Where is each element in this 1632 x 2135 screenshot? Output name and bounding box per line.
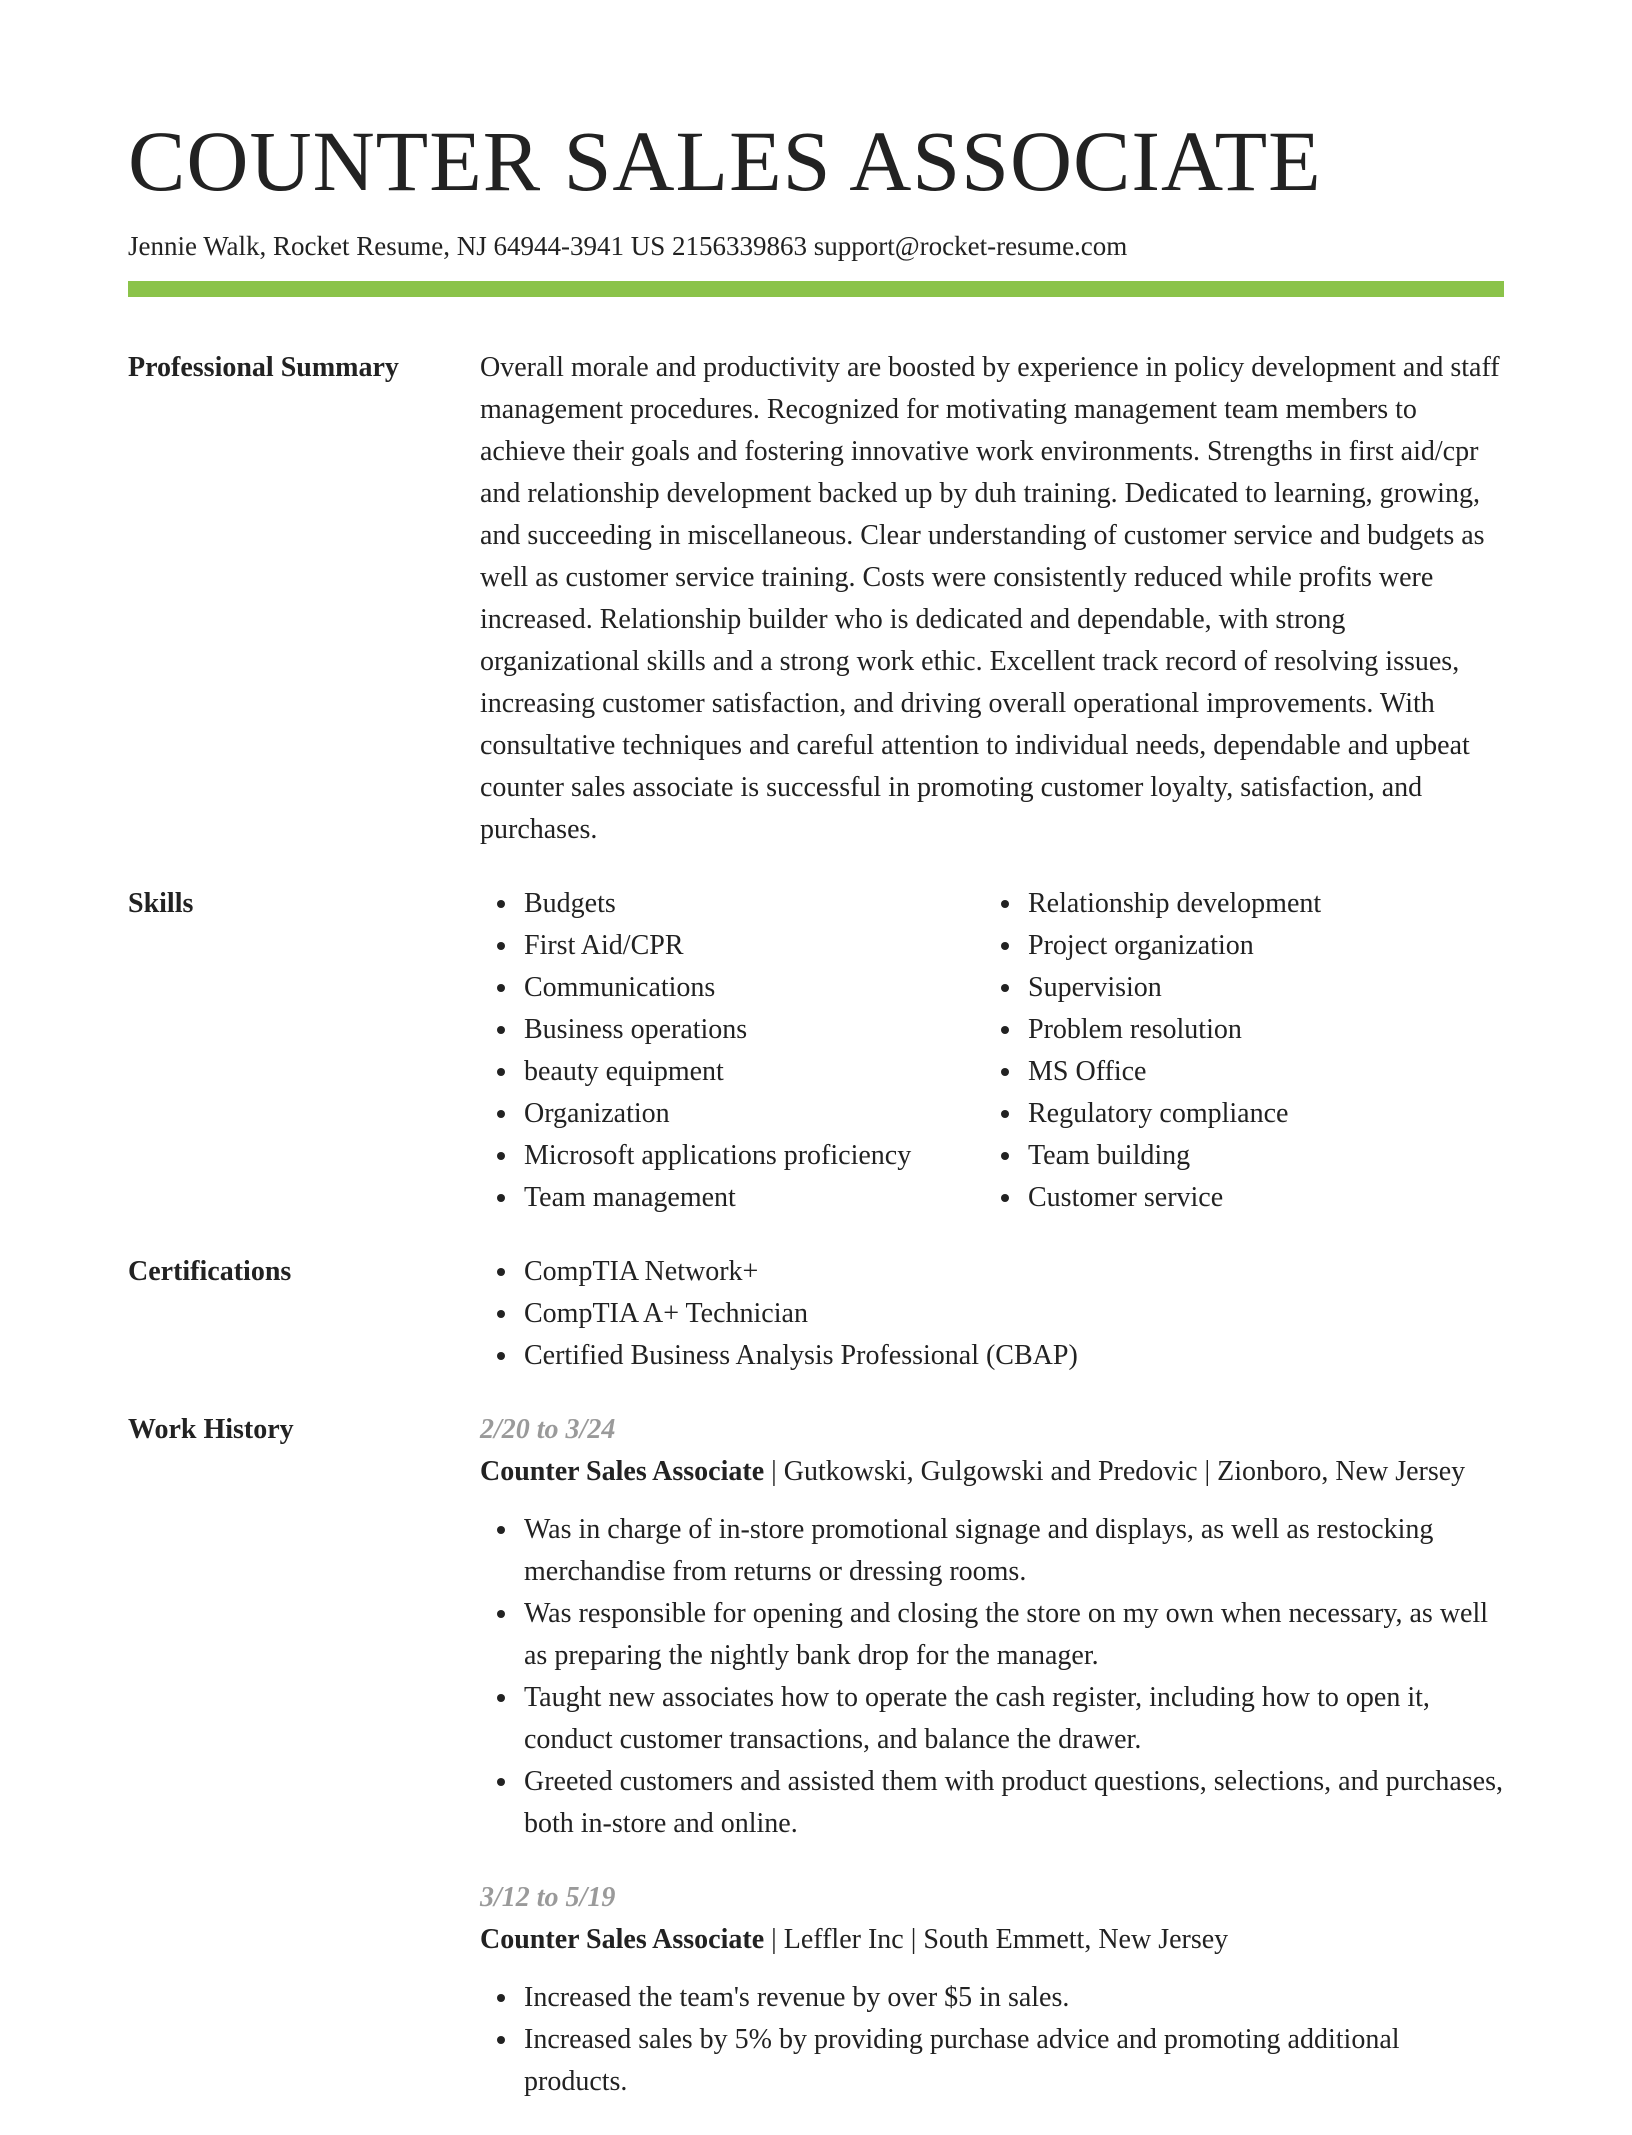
job-employer-location: | Gutkowski, Gulgowski and Predovic | Zionboro, New Jersey — [764, 1456, 1466, 1488]
skills-columns — [480, 883, 1504, 1219]
certifications-body — [480, 1251, 1504, 1377]
skill-item: Budgets — [480, 883, 984, 925]
job-role: Counter Sales Associate — [480, 1924, 765, 1956]
job-bullet: Taught new associates how to operate the cash register, including how to open it, conduct customer transactions, and balance the drawer. — [480, 1677, 1504, 1761]
skill-item: Problem resolution — [984, 1009, 1504, 1051]
skills-heading: Skills — [128, 888, 194, 920]
certifications-list — [480, 1251, 1504, 1377]
job-bullets — [480, 1977, 1504, 2103]
contact-line: Jennie Walk, Rocket Resume, NJ 64944-3941 US 2156339863 support@rocket-resume.com — [128, 231, 1128, 261]
skill-item: beauty equipment — [480, 1051, 984, 1093]
skill-item: Organization — [480, 1093, 984, 1135]
job-employer-location: | Leffler Inc | South Emmett, New Jersey — [764, 1924, 1229, 1956]
work-history-section — [128, 1409, 1504, 2135]
job-bullet: Was in charge of in-store promotional signage and displays, as well as restocking merchandise from returns or dressing rooms. — [480, 1509, 1504, 1593]
skill-item: Regulatory compliance — [984, 1093, 1504, 1135]
resume-page — [128, 113, 1504, 2135]
skills-list-left — [480, 883, 984, 1219]
skill-item: Customer service — [984, 1177, 1504, 1219]
skill-item: Project organization — [984, 925, 1504, 967]
job-bullets — [480, 1509, 1504, 1845]
summary-heading: Professional Summary — [128, 352, 399, 384]
skill-item: Microsoft applications proficiency — [480, 1135, 984, 1177]
job-title-line — [480, 1919, 1504, 1961]
certification-item: Certified Business Analysis Professional (CBAP) — [480, 1335, 1504, 1377]
job-title-line — [480, 1451, 1504, 1493]
job-bullet: Increased the team's revenue by over $5 in sales. — [480, 1977, 1504, 2019]
skill-item: MS Office — [984, 1051, 1504, 1093]
certifications-heading: Certifications — [128, 1256, 292, 1288]
job-role: Counter Sales Associate — [480, 1456, 765, 1488]
summary-text: Overall morale and productivity are boosted by experience in policy development and staff management procedures. Recognized for motivating management team members to achieve their goals and fostering innovative work environments. Strengths in first aid/cpr and relationship development backed up by duh training. Dedicated to learning, growing, and succeeding in miscellaneous. Clear understanding of customer service and budgets as well as customer service training. Costs were consistently reduced while profits were increased. Relationship builder who is dedicated and dependable, with strong organizational skills and a strong work ethic. Excellent track record of resolving issues, increasing customer satisfaction, and driving overall operational improvements. With consultative techniques and careful attention to individual needs, dependable and upbeat counter sales associate is successful in promoting customer loyalty, satisfaction, and purchases. — [480, 352, 1500, 846]
resume-title: COUNTER SALES ASSOCIATE — [128, 113, 1322, 209]
job-entry — [480, 1877, 1504, 2103]
job-bullet: Was responsible for opening and closing the store on my own when necessary, as well as preparing the nightly bank drop for the manager. — [480, 1593, 1504, 1677]
skill-item: Team management — [480, 1177, 984, 1219]
skill-item: First Aid/CPR — [480, 925, 984, 967]
job-entry — [480, 1409, 1504, 1845]
skill-item: Relationship development — [984, 883, 1504, 925]
skill-item: Business operations — [480, 1009, 984, 1051]
summary-section — [128, 347, 1504, 851]
skill-item: Team building — [984, 1135, 1504, 1177]
certification-item: CompTIA Network+ — [480, 1251, 1504, 1293]
work-history-body — [480, 1409, 1504, 2135]
work-history-heading: Work History — [128, 1414, 294, 1446]
skill-item: Supervision — [984, 967, 1504, 1009]
skills-list-right — [984, 883, 1504, 1219]
certifications-section — [128, 1251, 1504, 1377]
certification-item: CompTIA A+ Technician — [480, 1293, 1504, 1335]
job-bullet: Greeted customers and assisted them with product questions, selections, and purchases, both in-store and online. — [480, 1761, 1504, 1845]
skills-section — [128, 883, 1504, 1219]
job-bullet: Increased sales by 5% by providing purchase advice and promoting additional products. — [480, 2019, 1504, 2103]
accent-divider — [128, 281, 1504, 297]
job-dates: 2/20 to 3/24 — [480, 1414, 616, 1446]
skill-item: Communications — [480, 967, 984, 1009]
job-dates: 3/12 to 5/19 — [480, 1882, 616, 1914]
